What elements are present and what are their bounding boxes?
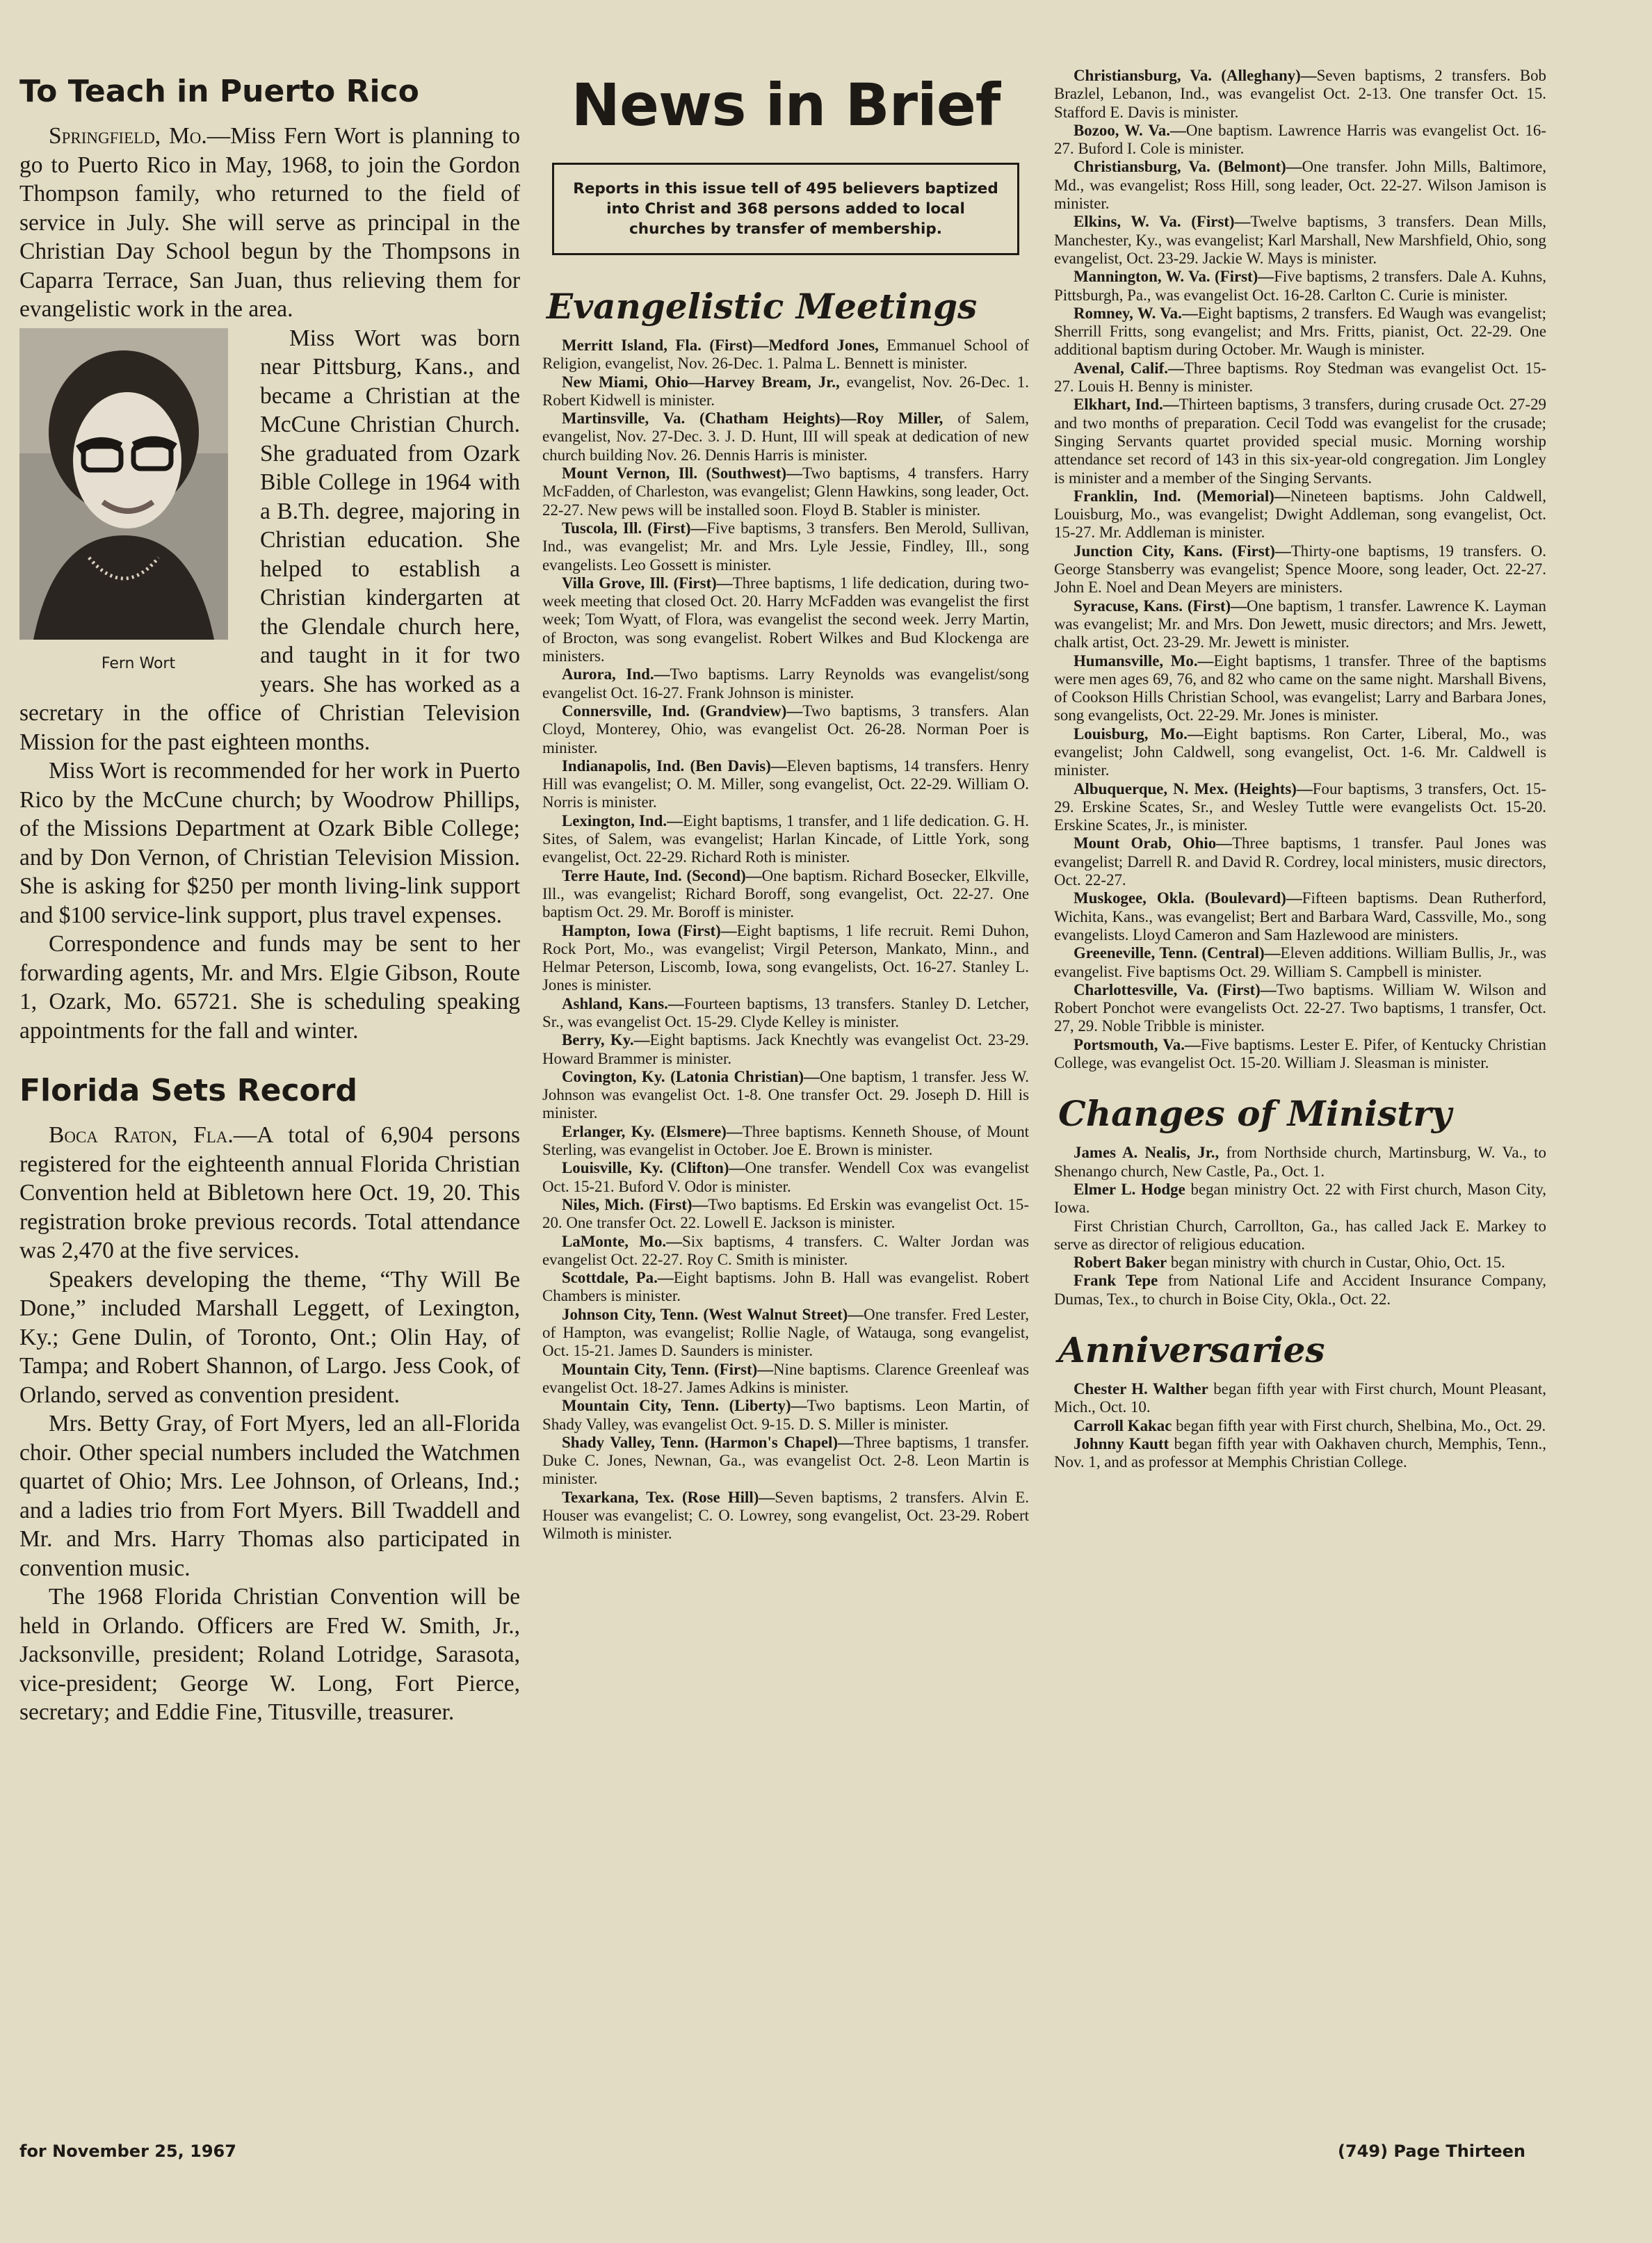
- meeting-entry: [542, 665, 1029, 702]
- ministry-change-entry: [1054, 1272, 1546, 1309]
- meeting-entry: [542, 922, 1029, 995]
- meeting-entry: [1054, 122, 1546, 159]
- story-paragraph: Boca Raton, Fla.—A total of 6,904 persons registered for the eighteenth annual Florida Christian Convention held at Bibletown here Oct. 19, 20. This registration broke previous records. Total attendance was 2,470 at the five services.: [19, 1122, 520, 1263]
- meeting-entry: [542, 1306, 1029, 1361]
- anniversary-entry-text: began fifth year with First church, Mount Pleasant, Mich., Oct. 10.: [1054, 1380, 1546, 1416]
- meeting-entry: [1054, 981, 1546, 1036]
- ministry-change-entry-text: began ministry Oct. 22 with First church, Mason City, Iowa.: [1054, 1180, 1546, 1217]
- anniversary-entry: [1054, 1380, 1546, 1417]
- story-paragraph: Correspondence and funds may be sent to her forwarding agents, Mr. and Mrs. Elgie Gibson, Route 1, Ozark, Mo. 65721. She is scheduling speaking appointments for the fall and winter.: [19, 931, 520, 1044]
- story-paragraph: Speakers developing the theme, “Thy Will Be Done,” included Marshall Leggett, of Lexington, Ky.; Gene Dulin, of Toronto, Ont.; Olin Hay, of Tampa; and Robert Shannon, of Largo. Jess Cook, of Orlando, served as convention president.: [19, 1266, 520, 1408]
- section-heading-changes: Changes of Ministry: [1058, 1093, 1452, 1135]
- ministry-change-entry: [1054, 1181, 1546, 1217]
- anniversary-entry-lead: Johnny Kautt: [1074, 1434, 1169, 1452]
- meeting-entry-text: Two baptisms. Larry Reynolds was evangelist/song evangelist Oct. 16-27. Frank Johnson is minister.: [542, 665, 1029, 702]
- meeting-entry: [1054, 1036, 1546, 1073]
- meeting-entry-lead: Terre Haute, Ind. (Second)—: [562, 866, 762, 884]
- story-paragraph: The 1968 Florida Christian Convention will be held in Orlando. Officers are Fred W. Smith, Jr., Jacksonville, president; Roland Lotridge, Sarasota, vice-president; George W. Long, Fort Pierce, secretary; and Eddie Fine, Titusville, treasurer.: [19, 1584, 520, 1725]
- meeting-entry-lead: Aurora, Ind.—: [562, 665, 670, 683]
- meeting-entry-text: Thirteen baptisms, 3 transfers, during crusade Oct. 27-29 and two months of preparation. Cecil Todd was evangelist for the crusade; Singing Servants quartet provided special music. Morning worship attendance set record of 143 in this six-year-old congregation. Jim Longley is minister and a member of the Singing Servants.: [1054, 396, 1546, 487]
- meeting-entry-text: Eight baptisms. John B. Hall was evangelist. Robert Chambers is minister.: [542, 1269, 1029, 1305]
- meeting-entry-lead: Connersville, Ind. (Grandview)—: [562, 702, 803, 720]
- section-heading-evangelistic: Evangelistic Meetings: [546, 286, 978, 327]
- meeting-entry: [542, 1031, 1029, 1068]
- meeting-entry-lead: Villa Grove, Ill. (First)—: [562, 574, 733, 592]
- meeting-entry: [1054, 487, 1546, 542]
- section-heading-anniversaries: Anniversaries: [1058, 1329, 1325, 1370]
- story-paragraph: Miss Wort is recommended for her work in Puerto Rico by the McCune church; by Woodrow Phillips, of the Missions Department at Ozark Bible College; and by Don Vernon, of Christian Television Mission. She is asking for $250 per month living-link support and $100 service-link support, plus travel expenses.: [19, 758, 520, 928]
- ministry-change-entry-text: from National Life and Accident Insurance Company, Dumas, Tex., to church in Boise City, Okla., Oct. 22.: [1054, 1272, 1546, 1308]
- meeting-entry: [542, 373, 1029, 410]
- meeting-entry-lead: Avenal, Calif.—: [1074, 359, 1184, 377]
- meeting-entry-text: Fourteen baptisms, 13 transfers. Stanley D. Letcher, Sr., was evangelist Oct. 15-29. Clyde Kelley is minister.: [542, 994, 1029, 1030]
- ministry-change-entry: [1054, 1144, 1546, 1181]
- meeting-entry-text: Nine baptisms. Clarence Greenleaf was evangelist Oct. 18-27. James Adkins is minister.: [542, 1360, 1029, 1396]
- meeting-entry-lead: Johnson City, Tenn. (West Walnut Street)—: [562, 1305, 864, 1323]
- ministry-change-entry: [1054, 1254, 1546, 1272]
- evangelistic-list-continued: [1054, 67, 1546, 1072]
- meeting-entry-text: Five baptisms. Lester E. Pifer, of Kentucky Christian College, was evangelist Oct. 15-20. William J. Sleasman is minister.: [1054, 1035, 1546, 1072]
- meeting-entry-text: Two baptisms. Leon Martin, of Shady Valley, was evangelist Oct. 9-15. D. S. Miller is minister.: [542, 1397, 1029, 1433]
- anniversary-entry-lead: Chester H. Walther: [1074, 1380, 1208, 1398]
- meeting-entry-lead: New Miami, Ohio—Harvey Bream, Jr.,: [562, 373, 840, 391]
- meeting-entry-text: Two baptisms. William W. Wilson and Robert Ponchot were evangelists Oct. 22-27. Two baptisms, 1 transfer, Oct. 27, 29. Noble Tribble is minister.: [1054, 980, 1546, 1035]
- story-paragraph: Fern Wort Miss Wort was born near Pittsburg, Kans., and became a Christian at the McCune Christian Church. She graduated from Ozark Bible College in 1964 with a B.Th. degree, majoring in Christian education. She helped to establish a Christian kindergarten at the Glendale church here, and taught in it for two years. She has worked as a secretary in the office of Christian Television Mission for the past eighteen months.: [19, 325, 520, 755]
- meeting-entry-lead: LaMonte, Mo.—: [562, 1232, 683, 1250]
- meeting-entry-lead: Elkhart, Ind.—: [1074, 396, 1179, 414]
- meeting-entry: [1054, 67, 1546, 122]
- meeting-entry-lead: Ashland, Kans.—: [562, 994, 684, 1012]
- meeting-entry-lead: Mountain City, Tenn. (First)—: [562, 1360, 774, 1378]
- meeting-entry-lead: Indianapolis, Ind. (Ben Davis)—: [562, 756, 787, 775]
- meeting-entry-lead: Elkins, W. Va. (First)—: [1074, 213, 1251, 231]
- meeting-entry: [1054, 158, 1546, 213]
- meeting-entry: [1054, 834, 1546, 889]
- meeting-entry: [542, 1068, 1029, 1123]
- meeting-entry-text: Eight baptisms. Jack Knechtly was evangelist Oct. 23-29. Howard Brammer is minister.: [542, 1031, 1029, 1067]
- meeting-entry-text: Seven baptisms, 2 transfers. Bob Brazlel, Lebanon, Ind., was evangelist Oct. 2-13. One transfer Oct. 15. Stafford E. Davis is minister.: [1054, 67, 1546, 121]
- meeting-entry-lead: Texarkana, Tex. (Rose Hill)—: [562, 1488, 775, 1506]
- ministry-change-entry-text: from Northside church, Martinsburg, W. Va., to Shenango church, New Castle, Pa., Oct. 1.: [1054, 1144, 1546, 1180]
- meeting-entry-lead: Lexington, Ind.—: [562, 811, 683, 829]
- meeting-entry-lead: Mount Orab, Ohio—: [1074, 834, 1233, 852]
- meeting-entry-text: Three baptisms, 1 transfer. Paul Jones was evangelist; Darrell R. and David R. Cordrey, local ministers, music directors, Oct. 22-27.: [1054, 834, 1546, 889]
- meeting-entry-lead: Scottdale, Pa.—: [562, 1269, 674, 1287]
- meeting-entry-lead: Humansville, Mo.—: [1074, 651, 1214, 670]
- meeting-entry-lead: Louisburg, Mo.—: [1074, 724, 1204, 743]
- meeting-entry-text: One baptism, 1 transfer. Jess W. Johnson was evangelist Oct. 1-8. One transfer Oct. 29. Joseph D. Hill is minister.: [542, 1067, 1029, 1122]
- ministry-change-entry-lead: James A. Nealis, Jr.,: [1074, 1144, 1220, 1162]
- meeting-entry-text: One baptism. Richard Bosecker, Elkville, Ill., was evangelist; Richard Boroff, song evangelist, Oct. 22-27. One baptism Oct. 29. Mr. Boroff is minister.: [542, 866, 1029, 921]
- meeting-entry-lead: Martinsville, Va. (Chatham Heights)—Roy Miller,: [562, 410, 944, 428]
- meeting-entry-text: Twelve baptisms, 3 transfers. Dean Mills, Manchester, Ky., was evangelist; Karl Marshall, New Marshfield, Ohio, song evangelist, Oct. 23-29. Jackie W. Mays is minister.: [1054, 213, 1546, 267]
- meeting-entry: [1054, 542, 1546, 597]
- anniversary-entry-lead: Carroll Kakac: [1074, 1416, 1172, 1434]
- meeting-entry-lead: Merritt Island, Fla. (First)—Medford Jones,: [562, 337, 879, 354]
- story-headline-puerto-rico: To Teach in Puerto Rico: [19, 74, 419, 109]
- meeting-entry-text: Eight baptisms, 1 transfer. Three of the baptisms were men ages 69, 76, and 82 who came on the same night. Marshall Bivens, of Cookson Hills Christian School, was evangelist; Larry and Barbara Jones, song evangelists, Oct. 22-29. Mr. Jones is minister.: [1054, 651, 1546, 724]
- ministry-change-entry-text: First Christian Church, Carrollton, Ga., has called Jack E. Markey to serve as director of religious education.: [1054, 1217, 1546, 1253]
- meeting-entry: [542, 1489, 1029, 1544]
- summary-box: Reports in this issue tell of 495 believers baptized into Christ and 368 persons added to local churches by transfer of membership.: [552, 163, 1019, 255]
- meeting-entry-text: Nineteen baptisms. John Caldwell, Louisburg, Mo., was evangelist; Dwight Addleman, song evangelist, Oct. 15-27. Mr. Addleman is minister.: [1054, 487, 1546, 542]
- story-paragraph: Springfield, Mo.—Miss Fern Wort is planning to go to Puerto Rico in May, 1968, to join the Gordon Thompson family, who returned to the field of service in July. She will serve as principal in the Christian Day School begun by the Thompsons in Caparra Terrace, San Juan, thus relieving them for evangelistic work in the area.: [19, 123, 520, 322]
- meeting-entry: [1054, 889, 1546, 944]
- footer-date: for November 25, 1967: [19, 2141, 236, 2161]
- meeting-entry-text: Eight baptisms, 1 life recruit. Remi Duhon, Rock Port, Mo., was evangelist; Virgil Peterson, Mankato, Minn., and Helmar Peterson, Liscomb, Iowa, song evangelists, Oct. 16-27. Stanley L. Jones is minister.: [542, 921, 1029, 994]
- story-headline-florida: Florida Sets Record: [19, 1073, 357, 1108]
- meeting-entry: [542, 1269, 1029, 1306]
- meeting-entry-text: One baptism. Lawrence Harris was evangelist Oct. 16-27. Buford I. Cole is minister.: [1054, 121, 1546, 158]
- left-column: [19, 70, 520, 2128]
- meeting-entry-lead: Franklin, Ind. (Memorial)—: [1074, 487, 1290, 505]
- meeting-entry-lead: Mount Vernon, Ill. (Southwest)—: [562, 464, 802, 483]
- meeting-entry-lead: Charlottesville, Va. (First)—: [1074, 980, 1277, 998]
- meeting-entry: [1054, 396, 1546, 487]
- meeting-entry-lead: Christiansburg, Va. (Alleghany)—: [1074, 67, 1317, 84]
- page-title: News in Brief: [571, 71, 1001, 139]
- meeting-entry-lead: Christiansburg, Va. (Belmont)—: [1074, 158, 1302, 176]
- meeting-entry: [1054, 725, 1546, 780]
- meeting-entry: [542, 1434, 1029, 1489]
- meeting-entry-text: One transfer. Wendell Cox was evangelist Oct. 15-21. Buford V. Odor is minister.: [542, 1159, 1029, 1195]
- meeting-entry-text: Eleven additions. William Bullis, Jr., was evangelist. Five baptisms Oct. 29. William S. Campbell is minister.: [1054, 944, 1546, 980]
- meeting-entry-lead: Louisville, Ky. (Clifton)—: [562, 1159, 745, 1177]
- meeting-entry: [542, 1196, 1029, 1233]
- photo-caption: Fern Wort: [101, 654, 176, 672]
- meeting-entry: [1054, 597, 1546, 652]
- meeting-entry-text: Three baptisms, 1 transfer. Duke C. Jones, Newnan, Ga., was evangelist Oct. 2-8. Leon Martin is minister.: [542, 1433, 1029, 1488]
- meeting-entry: [1054, 305, 1546, 359]
- meeting-entry-lead: Muskogee, Okla. (Boulevard)—: [1074, 889, 1302, 907]
- meeting-entry-text: Fifteen baptisms. Dean Rutherford, Wichita, Kans., was evangelist; Bert and Barbara Ward, Cassville, Mo., song evangelists. Lloyd Cameron and Sam Hazlewood are ministers.: [1054, 889, 1546, 944]
- meeting-entry-text: Five baptisms, 3 transfers. Ben Merold, Sullivan, Ind., was evangelist; Mr. and Mrs. Lyle Jessie, Findley, Ill., song evangelists. Leo Gossett is minister.: [542, 519, 1029, 574]
- meeting-entry: [542, 702, 1029, 757]
- meeting-entry: [542, 995, 1029, 1032]
- footer-page-number: (749) Page Thirteen: [1338, 2141, 1525, 2161]
- right-column: [1054, 67, 1546, 2125]
- ministry-change-entry-lead: Frank Tepe: [1074, 1272, 1158, 1290]
- meeting-entry-text: One transfer. Fred Lester, of Hampton, was evangelist; Rollie Nagle, of Watauga, song evangelist, Oct. 15-21. James D. Saunders is minister.: [542, 1305, 1029, 1360]
- meeting-entry: [542, 867, 1029, 922]
- meeting-entry-lead: Mannington, W. Va. (First)—: [1074, 268, 1274, 286]
- meeting-entry-text: Two baptisms, 3 transfers. Alan Cloyd, Monterey, Ohio, was evangelist Oct. 26-28. Norman Poer is minister.: [542, 702, 1029, 756]
- middle-column: [542, 70, 1029, 2128]
- portrait-figure: [19, 328, 243, 679]
- meeting-entry: [542, 337, 1029, 373]
- story-body-puerto-rico: [19, 122, 520, 1045]
- changes-list: [1054, 1144, 1546, 1309]
- meeting-entry: [1054, 780, 1546, 835]
- meeting-entry-text: Five baptisms, 2 transfers. Dale A. Kuhns, Pittsburgh, Pa., was evangelist Oct. 16-28. Carlton C. Curie is minister.: [1054, 268, 1546, 304]
- meeting-entry-lead: Romney, W. Va.—: [1074, 304, 1198, 322]
- meeting-entry-text: of Salem, evangelist, Nov. 27-Dec. 3. J. D. Hunt, III will speak at dedication of new church building Nov. 26. Dennis Harris is minister.: [542, 410, 1029, 464]
- meeting-entry: [542, 1233, 1029, 1270]
- meeting-entry-text: Four baptisms, 3 transfers, Oct. 15-29. Erskine Scates, Sr., and Wesley Tuttle were evangelists Oct. 15-20. Erskine Scates, Jr., is minister.: [1054, 779, 1546, 834]
- evangelistic-list: [542, 337, 1029, 1544]
- dateline: Boca Raton, Fla.: [49, 1122, 234, 1148]
- meeting-entry-lead: Syracuse, Kans. (First)—: [1074, 597, 1247, 615]
- meeting-entry: [542, 574, 1029, 665]
- portrait-image: [19, 328, 228, 640]
- anniversary-entry: [1054, 1417, 1546, 1435]
- meeting-entry-lead: Tuscola, Ill. (First)—: [562, 519, 707, 537]
- meeting-entry-text: Seven baptisms, 2 transfers. Alvin E. Houser was evangelist; C. O. Lowrey, song evangelist, Oct. 23-29. Robert Wilmoth is minister.: [542, 1488, 1029, 1543]
- meeting-entry-lead: Mountain City, Tenn. (Liberty)—: [562, 1397, 807, 1415]
- meeting-entry-text: Eight baptisms, 2 transfers. Ed Waugh was evangelist; Sherrill Fritts, song evangelist; and Mrs. Fritts, pianist, Oct. 22-29. One additional baptism during October. Mr. Waugh is minister.: [1054, 304, 1546, 359]
- meeting-entry-text: Three baptisms, 1 life dedication, during two-week meeting that closed Oct. 20. Harry McFadden was evangelist the first week; Tom Wyatt, of Flora, was evangelist the second week. Jerry Martin, of Brocton, was song evangelist. Robert Wilkes and Bud Klockenga are ministers.: [542, 574, 1029, 665]
- meeting-entry: [1054, 268, 1546, 305]
- dateline: Springfield, Mo.: [49, 123, 207, 149]
- meeting-entry: [542, 1361, 1029, 1398]
- meeting-entry-text: Eight baptisms, 1 transfer, and 1 life dedication. G. H. Sites, of Salem, was evangelist; Harlan Kincade, of Little York, song evangelist, Oct. 22-29. Richard Roth is minister.: [542, 811, 1029, 866]
- meeting-entry-text: Three baptisms. Roy Stedman was evangelist Oct. 15-27. Louis H. Benny is minister.: [1054, 359, 1546, 396]
- story-body-florida: [19, 1121, 520, 1727]
- meeting-entry: [542, 464, 1029, 519]
- meeting-entry-lead: Albuquerque, N. Mex. (Heights)—: [1074, 779, 1313, 797]
- meeting-entry: [542, 519, 1029, 574]
- meeting-entry-text: Two baptisms. Ed Erskin was evangelist Oct. 15-20. One transfer Oct. 22. Lowell E. Jackson is minister.: [542, 1195, 1029, 1232]
- meeting-entry: [1054, 213, 1546, 268]
- meeting-entry-text: Six baptisms, 4 transfers. C. Walter Jordan was evangelist Oct. 22-27. Roy C. Smith is minister.: [542, 1232, 1029, 1268]
- meeting-entry: [1054, 944, 1546, 981]
- meeting-entry-text: One baptism, 1 transfer. Lawrence K. Layman was evangelist; Mr. and Mrs. Don Jewett, music directors; and Mrs. Jewett, chalk artist, Oct. 23-29. Mr. Jewett is minister.: [1054, 597, 1546, 651]
- meeting-entry-lead: Greeneville, Tenn. (Central)—: [1074, 944, 1281, 962]
- meeting-entry-text: Eleven baptisms, 14 transfers. Henry Hill was evangelist; O. M. Miller, song evangelist, Oct. 22-29. William O. Norris is minister.: [542, 756, 1029, 811]
- meeting-entry: [1054, 652, 1546, 725]
- meeting-entry-lead: Shady Valley, Tenn. (Harmon's Chapel)—: [562, 1433, 854, 1451]
- meeting-entry: [542, 1123, 1029, 1160]
- portrait-photo: [19, 328, 228, 640]
- meeting-entry-lead: Berry, Ky.—: [562, 1031, 650, 1049]
- anniversary-entry-text: began fifth year with First church, Shelbina, Mo., Oct. 29.: [1172, 1416, 1546, 1434]
- meeting-entry-text: Three baptisms. Kenneth Shouse, of Mount Sterling, was evangelist in October. Joe E. Brown is minister.: [542, 1122, 1029, 1159]
- meeting-entry-text: Two baptisms, 4 transfers. Harry McFadden, of Charleston, was evangelist; Glenn Hawkins, song leader, Oct. 22-27. New pews will be installed soon. Floyd B. Stabler is minister.: [542, 464, 1029, 519]
- meeting-entry-text: evangelist, Nov. 26-Dec. 1. Robert Kidwell is minister.: [542, 373, 1029, 409]
- ministry-change-entry-text: began ministry with church in Custar, Ohio, Oct. 15.: [1167, 1254, 1505, 1272]
- anniversary-entry: [1054, 1435, 1546, 1472]
- meeting-entry-lead: Bozoo, W. Va.—: [1074, 121, 1186, 139]
- anniversaries-list: [1054, 1380, 1546, 1471]
- meeting-entry-lead: Covington, Ky. (Latonia Christian)—: [562, 1067, 820, 1085]
- meeting-entry-lead: Portsmouth, Va.—: [1074, 1035, 1201, 1053]
- meeting-entry-text: Thirty-one baptisms, 19 transfers. O. George Stansberry was evangelist; Spence Moore, song leader, Oct. 22-27. John E. Noel and Dean Meyers are ministers.: [1054, 542, 1546, 597]
- anniversary-entry-text: began fifth year with Oakhaven church, Memphis, Tenn., Nov. 1, and as professor at Memphis Christian College.: [1054, 1434, 1546, 1471]
- meeting-entry: [542, 1159, 1029, 1196]
- meeting-entry: [542, 757, 1029, 812]
- meeting-entry-text: One transfer. John Mills, Baltimore, Md., was evangelist; Ross Hill, song leader, Oct. 22-27. Wilson Jamison is minister.: [1054, 158, 1546, 213]
- meeting-entry-text: Emmanuel School of Religion, evangelist, Nov. 26-Dec. 1. Palma L. Bennett is minister.: [542, 337, 1029, 373]
- ministry-change-entry: [1054, 1217, 1546, 1254]
- meeting-entry-text: Eight baptisms. Ron Carter, Liberal, Mo., was evangelist; John Caldwell, song evangelist, Oct. 1-6. Mr. Caldwell is minister.: [1054, 724, 1546, 779]
- story-paragraph: Mrs. Betty Gray, of Fort Myers, led an all-Florida choir. Other special numbers included the Watchmen quartet of Ohio; Mrs. Lee Johnson, of Orleans, Ind.; and a ladies trio from Fort Myers. Bill Twaddell and Mr. and Mrs. Harry Thomas also participated in convention music.: [19, 1411, 520, 1581]
- meeting-entry: [542, 1397, 1029, 1434]
- meeting-entry-lead: Hampton, Iowa (First)—: [562, 921, 737, 939]
- meeting-entry: [542, 812, 1029, 867]
- ministry-change-entry-lead: Elmer L. Hodge: [1074, 1180, 1185, 1198]
- meeting-entry-lead: Erlanger, Ky. (Elsmere)—: [562, 1122, 743, 1140]
- meeting-entry: [542, 410, 1029, 464]
- meeting-entry-lead: Niles, Mich. (First)—: [562, 1195, 708, 1213]
- meeting-entry-lead: Junction City, Kans. (First)—: [1074, 542, 1291, 560]
- meeting-entry: [1054, 359, 1546, 396]
- ministry-change-entry-lead: Robert Baker: [1074, 1254, 1167, 1272]
